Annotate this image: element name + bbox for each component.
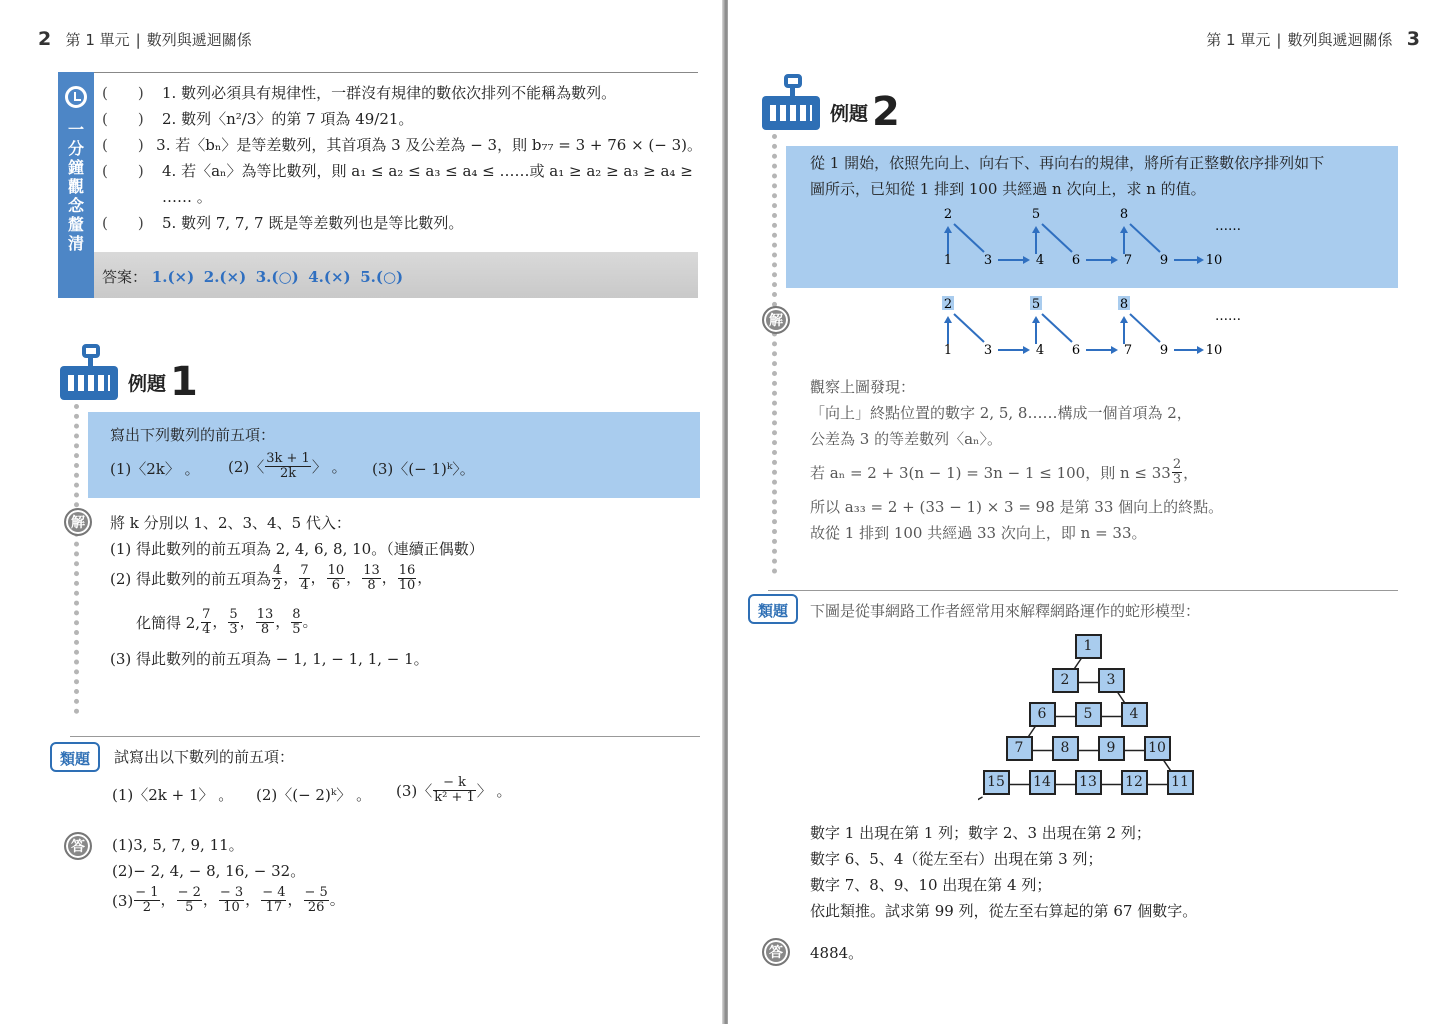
top-number: 2 [943,297,953,312]
right-page-number: 3 [1406,28,1420,50]
fraction: $\frac{7}{4}$ [202,607,211,637]
arrow-down-right [954,224,984,252]
solution-line1: 「向上」終點位置的數字 2, 5, 8……構成一個首項為 2， [810,404,1192,422]
similar1-prompt: 試寫出以下數列的前五項： [114,748,295,766]
fraction: $\frac{- 4}{17}$ [262,885,286,915]
arrow-down-right [1042,314,1072,342]
concept-top-rule [94,72,698,73]
concept-item-text: …… 。 [162,188,212,206]
bottom-number: 1 [943,253,953,268]
fraction: $\frac{7}{4}$ [300,563,309,593]
example1-part1: (1)〈2k〉 。 [110,460,200,478]
snake-node: 15 [983,770,1010,795]
robot-icon [58,344,120,402]
similar1-answer3 [112,886,345,915]
example1-part3: (3)〈(− 1)ᵏ〉。 [372,460,475,478]
concept-item-continued [102,184,702,210]
answer3-fractions: $\frac{- 1}{2}$ ， $\frac{- 2}{5}$ ， $\frac{- 3}{10}$ ， $\frac{- 4}{17}$ ， $\frac{- 5}{26}$ 。 [135,885,345,915]
concept-items [102,80,702,236]
bottom-number: 6 [1071,253,1081,268]
solution-line2: 公差為 3 的等差數列〈aₙ〉。 [810,430,1003,448]
zigzag-diagram [928,206,1248,276]
snake-node: 7 [1006,736,1033,761]
answer-blank: ( ) [102,136,144,154]
ellipsis: …… [1215,309,1241,324]
arrow-head [1023,346,1030,354]
right-page [728,0,1452,1024]
top-number: 5 [1031,207,1041,222]
concept-title: 一分鐘觀念釐清 [67,120,84,253]
left-unit: 第 1 單元 [65,31,130,49]
fraction: $\frac{- k}{\text{k² + 1}}$ [434,775,475,805]
bottom-number: 9 [1159,343,1169,358]
bottom-number: 9 [1159,253,1169,268]
fraction: $\frac{13}{8}$ [363,563,380,593]
right-header: 第 1 單元 | 數列與遞迴關係 3 [1206,28,1420,50]
top-number: 8 [1119,297,1129,312]
bottom-number: 3 [983,343,993,358]
answer3-prefix: (3) [112,891,134,910]
similar2-answer: 4884。 [810,944,864,962]
robot-icon [760,74,822,132]
simplified-fractions: $\frac{7}{4}$ ， $\frac{5}{3}$ ， $\frac{13}{8}$ ， $\frac{8}{5}$ 。 [202,607,318,637]
snake-node: 4 [1121,702,1148,727]
arrow-down-right [1130,224,1160,252]
arrow-head [1111,346,1118,354]
similar2-prompt: 下圖是從事網路工作者經常用來解釋網路運作的蛇形模型： [810,602,1201,620]
bottom-number: 3 [983,253,993,268]
example-label: 例題 [830,103,869,125]
snake-node: 12 [1121,770,1148,795]
bottom-number: 7 [1123,253,1133,268]
top-number: 2 [943,207,953,222]
similar1-answer2: (2)− 2, 4, − 8, 16, − 32。 [112,862,306,880]
fraction: $\frac{- 1}{2}$ [135,885,159,915]
snake-tail [978,797,983,807]
solution-badge: 解 [762,306,790,334]
divider [768,590,1398,591]
part3-suffix: 〉 。 [476,781,512,800]
arrow-head [1197,256,1204,264]
arrow-head [1197,346,1204,354]
left-chapter: 數列與遞迴關係 [146,31,252,49]
example1-header [58,344,198,405]
concept-box [58,72,702,298]
concept-item [102,80,702,106]
solution-part2-prefix: (2) 得此數列的前五項為 [110,569,272,588]
arrow-head [944,226,952,233]
snake-node: 11 [1167,770,1194,795]
bottom-number: 10 [1205,253,1223,268]
concept-sidebar [58,72,94,298]
concept-item-text: 4. 若〈aₙ〉為等比數列，則 a₁ ≤ a₂ ≤ a₃ ≤ a₄ ≤ ……或 a₁ ≥ a₂ ≥ a₃ ≥ a₄ ≥ [162,162,693,180]
solution-part3: (3) 得此數列的前五項為 − 1, 1, − 1, 1, − 1。 [110,650,429,668]
fraction: $\frac{2}{3}$ [1172,457,1182,487]
fraction: $\frac{16}{10}$ [398,563,416,593]
snake-node: 8 [1052,736,1079,761]
bottom-number: 4 [1035,253,1045,268]
snake-node: 14 [1029,770,1056,795]
snake-node: 1 [1075,634,1102,659]
concept-item [102,106,702,132]
answer-blank: ( ) [102,110,144,128]
right-chapter: 數列與遞迴關係 [1287,31,1393,49]
snake-node: 13 [1075,770,1102,795]
fraction: $\frac{13}{8}$ [256,607,274,637]
left-page [0,0,724,1024]
snake-node: 2 [1052,668,1079,693]
simplified-prefix: 化簡得 2, [136,613,201,632]
answer-mark: 1.(×) [151,268,195,286]
fraction: $\frac{- 3}{10}$ [219,885,244,915]
answer-mark: 3.(○) [255,268,299,286]
example-number: 1 [170,359,198,405]
left-page-number: 2 [38,28,52,50]
arrow-head [1032,316,1040,323]
example-number: 2 [872,89,900,135]
snake-node: 6 [1029,702,1056,727]
fraction: $\frac{3k + 1}{2k}$ [266,451,310,481]
arrow-down-right [1042,224,1072,252]
arrow-head [944,316,952,323]
example2-header [760,74,900,135]
similar2-line1: 數字 1 出現在第 1 列；數字 2、3 出現在第 2 列； [810,824,1151,842]
arrow-head [1120,316,1128,323]
example1-part2 [228,452,347,481]
arrow-head [1032,226,1040,233]
similar2-line3: 數字 7、8、9、10 出現在第 4 列； [810,876,1052,894]
answer-mark: 4.(×) [308,268,351,286]
bottom-number: 1 [943,343,953,358]
fraction: $\frac{4}{2}$ [273,563,282,593]
arrow-down-right [1130,314,1160,342]
concept-item-text: 3. 若〈bₙ〉是等差數列，其首項為 3 及公差為 − 3，則 b₇₇ = 3 + 76 × (− 3)。 [156,136,702,154]
fraction: $\frac{8}{5}$ [292,607,301,637]
similar1-answer1: (1)3, 5, 7, 9, 11。 [112,836,244,854]
answer-blank: ( ) [102,162,144,180]
example2-prompt-line2: 圖所示，已知從 1 排到 100 共經過 n 次向上，求 n 的值。 [810,180,1206,198]
solution-line3-text: 若 aₙ = 2 + 3(n − 1) = 3n − 1 ≤ 100，則 n ≤ 33 [810,463,1171,482]
dotted-rail [74,404,81,714]
answer-blank: ( ) [102,214,144,232]
concept-item-text: 2. 數列〈n²/3〉的第 7 項為 49/21。 [162,110,414,128]
right-unit: 第 1 單元 [1206,31,1271,49]
divider [70,736,700,737]
part2-suffix: 〉 。 [311,457,347,476]
similar1-part3 [396,776,512,805]
bottom-number: 10 [1205,343,1223,358]
solution-observe: 觀察上圖發現： [810,378,916,396]
snake-node: 5 [1075,702,1102,727]
ellipsis: …… [1215,219,1241,234]
similar2-line4: 依此類推。試求第 99 列，從左至右算起的第 67 個數字。 [810,902,1198,920]
answer-badge: 答 [762,938,790,966]
solution-line3: 若 aₙ = 2 + 3(n − 1) = 3n − 1 ≤ 100，則 n ≤ 33 $\frac{2}{3}$ ， [810,457,1199,487]
dotted-rail [772,134,779,574]
similar2-line2: 數字 6、5、4（從左至右）出現在第 3 列； [810,850,1103,868]
example1-prompt: 寫出下列數列的前五項： [110,426,276,444]
fraction: $\frac{- 2}{5}$ [177,885,201,915]
fraction: $\frac{- 5}{26}$ [304,885,328,915]
solution-line4: 所以 a₃₃ = 2 + (33 − 1) × 3 = 98 是第 33 個向上的終點。 [810,498,1224,516]
solution-line5: 故從 1 排到 100 共經過 33 次向上，即 n = 33。 [810,524,1147,542]
solution-part2 [110,564,432,593]
solution-part2-fractions: $\frac{4}{2}$ ， $\frac{7}{4}$ ， $\frac{10}{6}$ ， $\frac{13}{8}$ ， $\frac{16}{10}$ ， [273,563,433,593]
answer-mark: 2.(×) [203,268,247,286]
snake-node: 9 [1098,736,1125,761]
left-header: 2 第 1 單元 | 數列與遞迴關係 [38,28,252,50]
similar1-part2: (2)〈(− 2)ᵏ〉 。 [256,786,372,804]
top-number: 5 [1031,297,1041,312]
solution-badge: 解 [64,508,92,536]
bottom-number: 6 [1071,343,1081,358]
answer-blank: ( ) [102,84,144,102]
part3-prefix: (3)〈 [396,781,433,800]
similar1-part1: (1)〈2k + 1〉 。 [112,786,234,804]
solution-part1: (1) 得此數列的前五項為 2, 4, 6, 8, 10。（連續正偶數） [110,540,484,558]
part2-prefix: (2)〈 [228,457,265,476]
fraction: $\frac{10}{6}$ [327,563,345,593]
concept-item [102,158,702,184]
snake-node: 3 [1098,668,1125,693]
arrow-down-right [954,314,984,342]
answer-mark: 5.(○) [360,268,404,286]
clock-icon [65,86,87,108]
similar-tag: 類題 [748,594,798,624]
fraction: $\frac{5}{3}$ [229,607,238,637]
concept-item-text: 5. 數列 7, 7, 7 既是等差數列也是等比數列。 [162,214,464,232]
snake-node: 10 [1144,736,1171,761]
concept-item [102,132,702,158]
snake-model-diagram [978,634,1228,818]
example-label: 例題 [128,373,167,395]
concept-item [102,210,702,236]
concept-item-text: 1. 數列必須具有規律性，一群沒有規律的數依次排列不能稱為數列。 [162,84,617,102]
solution-part2-simplified [136,608,318,637]
bottom-number: 4 [1035,343,1045,358]
arrow-head [1111,256,1118,264]
zigzag-diagram-solution [928,296,1248,366]
concept-answers [94,252,698,298]
example2-prompt-line1: 從 1 開始，依照先向上、向右下、再向右的規律，將所有正整數依序排列如下 [810,154,1325,172]
solution-intro: 將 k 分別以 1、2、3、4、5 代入： [110,514,351,532]
arrow-head [1120,226,1128,233]
bottom-number: 7 [1123,343,1133,358]
arrow-head [1023,256,1030,264]
top-number: 8 [1119,207,1129,222]
answer-badge: 答 [64,832,92,860]
answer-label: 答案： [102,268,148,286]
similar-tag: 類題 [50,742,100,772]
